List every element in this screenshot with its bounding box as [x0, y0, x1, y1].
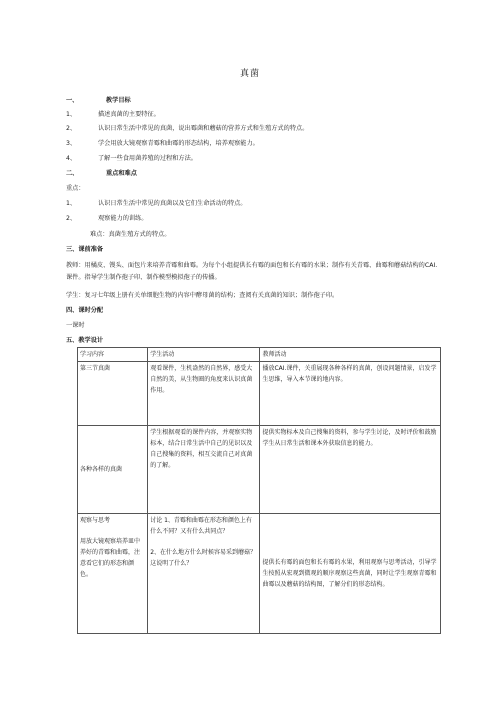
goal-item: 1、 描述真菌的主要特征。 — [66, 111, 160, 118]
table-cell-heading: 观察与思考 — [80, 517, 111, 524]
section-keypoints-heading: 二、 重点和难点 — [66, 170, 137, 177]
table-cell: 观看课件，生机盎然的自然界，感受大自然的美，从生物圈的角度来认识真菌作用。 — [148, 362, 260, 426]
goal-item: 3、 学会用放大镜观察青霉和曲霉的形态结构，培养观察能力。 — [66, 140, 259, 147]
table-row — [78, 514, 441, 634]
section-design-heading: 五、教学设计 — [66, 337, 104, 344]
table-cell — [148, 514, 260, 634]
hours-text: 一课时 — [66, 322, 85, 329]
table-cell: 播放CAI.课件，关重展现各种各样的真菌，创设问题情景，启发学生思维，导入本节课的地内容。 — [260, 362, 441, 426]
table-cell-text: 用放大镜观察培养皿中养好的青霉和曲霉，注意看它们的形态和颜色。 — [80, 538, 141, 578]
difficulty-text: 难点：真菌生殖方式的特点。 — [90, 231, 171, 238]
section-prep-heading: 三、课前准备 — [66, 246, 104, 253]
lesson-design-table — [77, 347, 441, 634]
key-label: 重点： — [66, 185, 85, 192]
table-row — [78, 426, 441, 514]
table-cell: 各种各样的真菌 — [78, 426, 148, 514]
table-header-row — [78, 348, 441, 362]
page-title: 真菌 — [239, 69, 260, 79]
table-row — [78, 362, 441, 426]
table-header-cell: 教师活动 — [260, 348, 441, 362]
teacher-prep: 教师：用橘皮、馒头、面包片来培养青霉和曲霉。为每个小组提供长有霉的面包和长有霉的水果；制作有关青霉、曲霉和蘑菇结构的CAI.课件。指导学生制作孢子印、制作模型模拟孢子的传播。 — [66, 262, 438, 281]
section-goals-heading: 一、 教学目标 — [66, 97, 131, 104]
table-cell-text: 2、在什么地方什么时候容易采到蘑菇？这说明了什么？ — [150, 549, 257, 567]
table-cell-text: 讨论 1、青霉和曲霉在形态和颜色上有什么不同？又有什么共同点？ — [150, 517, 252, 535]
key-item: 2、 观察能力的训练。 — [66, 215, 148, 222]
section-hours-heading: 四、课时分配 — [66, 307, 104, 314]
goal-item: 2、 认识日常生活中常见的真菌，说出霉菌和蘑菇的营养方式和生殖方式的特点。 — [66, 125, 309, 132]
table-cell — [78, 514, 148, 634]
table-cell: 学生根据观看的课件内容，并观察实物标本，结合日常生活中自己的见识以及自己搜集的资料，相互交流自己对真菌的了解。 — [148, 426, 260, 514]
table-cell: 提供长有霉的面包和长有霉的水果，利用观察与思考活动，引导学生按照从宏观到微观的顺序观察这些真菌，同时让学生观察青霉和曲霉以及蘑菇的结构图，了解分们的形态结构。 — [260, 514, 441, 634]
student-prep: 学生：复习七年级上册有关单细胞生物的内容中酵母菌的结构；查阅有关真菌的知识；制作孢子印。 — [66, 292, 339, 299]
table-header-cell: 学生活动 — [148, 348, 260, 362]
table-header-cell: 学习内容 — [78, 348, 148, 362]
key-item: 1、 认识日常生活中常见的真菌以及它们生命活动的特点。 — [66, 200, 247, 207]
goal-item: 4、 了解一些食用菌养殖的过程和方法。 — [66, 155, 197, 162]
table-cell: 提供实物标本及自己搜集的资料，参与学生讨论，及时评价和鼓励学生从日常生活和课本外获取信息的能力。 — [260, 426, 441, 514]
table-cell: 第三节真菌 — [78, 362, 148, 426]
